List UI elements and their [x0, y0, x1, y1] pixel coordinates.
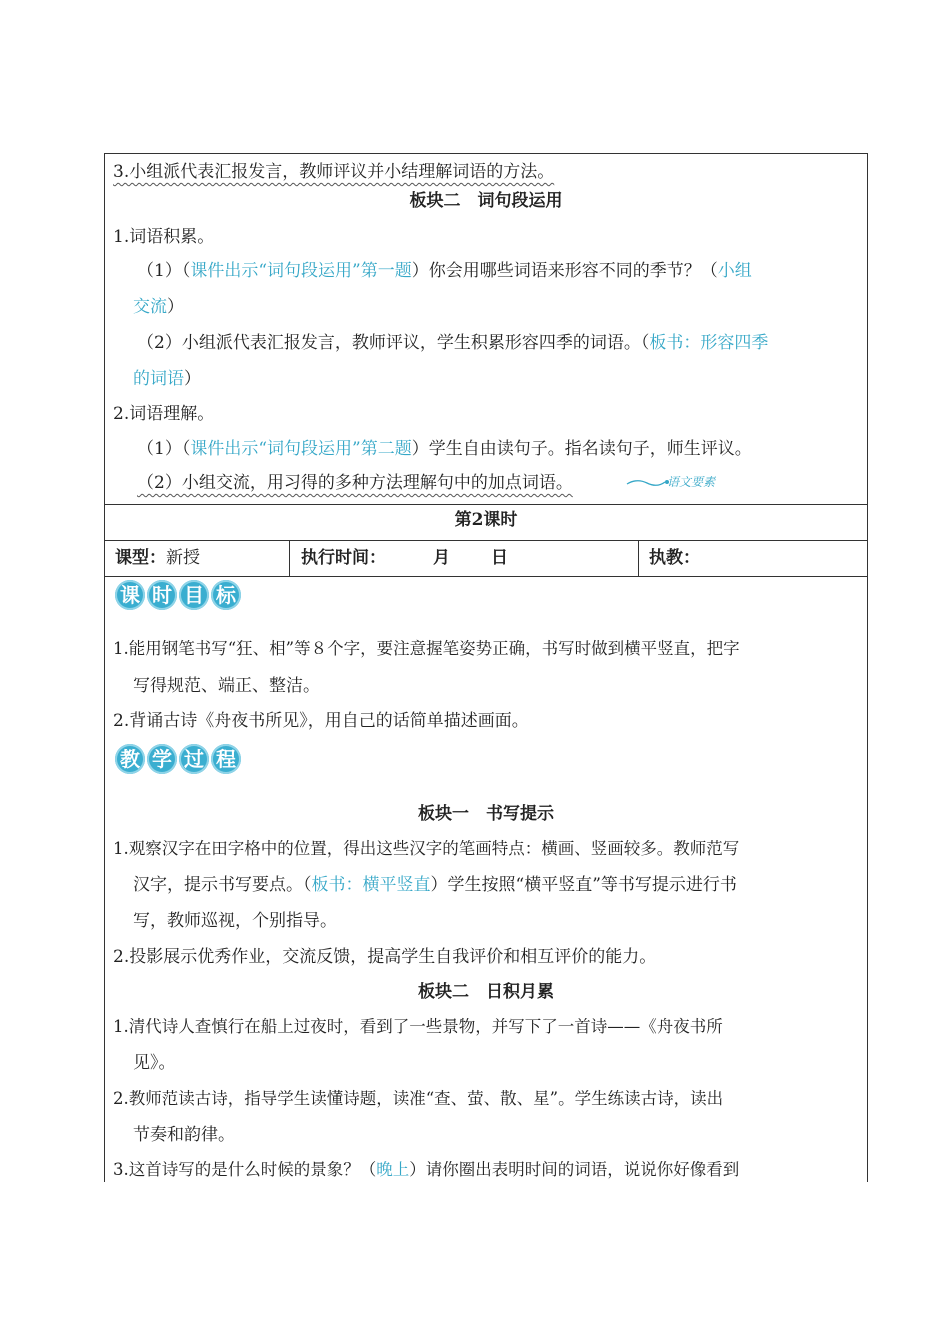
literacy-element-tag: 语文要素: [667, 475, 716, 489]
execution-time-cell: 执行时间：: [301, 548, 386, 568]
lesson-plan-table: [104, 153, 868, 1182]
step-2-3: 3.这首诗写的是什么时候的景象？（晚上）请你圈出表明时间的词语，说说你好像看到: [113, 1160, 740, 1179]
step-1-1: 1.观察汉字在田字格中的位置，得出这些汉字的笔画特点：横画、竖画较多。教师范写: [113, 839, 740, 858]
step-2-2-cont: 节奏和韵律。: [133, 1125, 235, 1145]
goal-1-cont: 写得规范、端正、整洁。: [133, 676, 320, 696]
section1-title: 板块一 书写提示: [418, 804, 554, 824]
step-2-2: 2.教师范读古诗，指导学生读懂诗题，读准“查、萤、散、星”。学生练读古诗，读出: [113, 1089, 724, 1108]
paragraph-1-2-cont: 的词语）: [133, 369, 201, 389]
lesson2-title: 第2课时: [454, 510, 518, 530]
step-1-1-cont2: 写，教师巡视，个别指导。: [133, 911, 337, 931]
banner-char: 学: [147, 744, 177, 774]
banner-char: 教: [115, 744, 145, 774]
divider: [638, 540, 639, 576]
banner-char: 目: [179, 580, 209, 610]
lesson-goals-banner: [115, 580, 241, 610]
item-3: 3.小组派代表汇报发言，教师评议并小结理解词语的方法。: [113, 162, 555, 182]
banner-char: 课: [115, 580, 145, 610]
lesson-type-cell: 课型：新授: [115, 548, 200, 568]
step-2-1-cont: 见》。: [133, 1053, 176, 1073]
section2-title: 板块二 词句段运用: [409, 191, 563, 211]
lesson-info-row: [105, 540, 867, 576]
month-label: 月: [433, 548, 450, 568]
day-label: 日: [491, 548, 508, 568]
section2b-title: 板块二 日积月累: [418, 982, 554, 1002]
goal-1: 1.能用钢笔书写“狂、相”等８个字，要注意握笔姿势正确，书写时做到横平竖直，把字: [113, 639, 740, 658]
step-2-1: 1.清代诗人查慎行在船上过夜时，看到了一些景物，并写下了一首诗——《舟夜书所: [113, 1017, 723, 1036]
banner-char: 过: [179, 744, 209, 774]
tag-arrow-icon: [625, 476, 671, 488]
paragraph-2-1: （1）（课件出示“词句段运用”第二题）学生自由读句子。指名读句子，师生评议。: [137, 439, 752, 459]
goal-2: 2.背诵古诗《舟夜书所见》，用自己的话简单描述画面。: [113, 711, 529, 731]
paragraph-1-1-cont: 交流）: [133, 297, 184, 317]
teacher-label: 执教：: [649, 548, 700, 568]
banner-char: 标: [211, 580, 241, 610]
banner-char: 时: [147, 580, 177, 610]
paragraph-1: 1.词语积累。: [113, 227, 215, 247]
paragraph-1-2: （2）小组派代表汇报发言，教师评议，学生积累形容四季的词语。（板书：形容四季: [137, 333, 769, 353]
divider: [105, 576, 867, 577]
paragraph-2-2: （2）小组交流，用习得的多种方法理解句中的加点词语。: [137, 473, 573, 493]
step-1-1-cont: 汉字，提示书写要点。（板书：横平竖直）学生按照“横平竖直”等书写提示进行书: [133, 875, 737, 895]
divider: [289, 540, 290, 576]
paragraph-1-1: （1）（课件出示“词句段运用”第一题）你会用哪些词语来形容不同的季节？（小组: [137, 261, 752, 281]
banner-char: 程: [211, 744, 241, 774]
teaching-process-banner: [115, 744, 241, 774]
step-1-2: 2.投影展示优秀作业，交流反馈，提高学生自我评价和相互评价的能力。: [113, 947, 657, 967]
paragraph-2: 2.词语理解。: [113, 404, 215, 424]
